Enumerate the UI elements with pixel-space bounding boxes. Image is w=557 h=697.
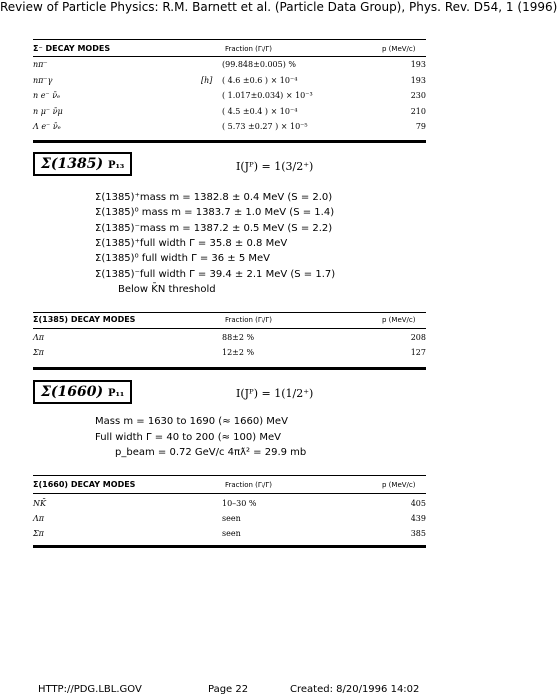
decay-mode: n μ⁻ ν̄μ	[33, 106, 63, 116]
decay-fraction: 88±2 %	[222, 333, 255, 342]
decay-mode: nπ⁻	[33, 60, 48, 69]
decay-momentum: 439	[410, 514, 426, 523]
sigma1660-name: Σ(1660)	[41, 384, 104, 400]
decay-momentum: 405	[410, 499, 426, 508]
p-column-header: p (MeV/c)	[382, 481, 416, 489]
decay-fraction: (99.848±0.005) %	[222, 60, 296, 69]
decay-note: [h]	[201, 75, 213, 85]
decay-mode: Σπ	[33, 348, 44, 357]
decay-momentum: 385	[410, 529, 426, 538]
footer-created: Created: 8/20/1996 14:02	[290, 684, 420, 695]
property-line: Σ(1385)⁰ full width Γ = 36 ± 5 MeV	[95, 253, 271, 265]
table-header-rule	[33, 328, 426, 329]
property-line: Σ(1385)⁰ mass m = 1383.7 ± 1.0 MeV (S = 1.4)	[95, 207, 335, 219]
table-header-rule	[33, 56, 426, 57]
decay-fraction: ( 4.6 ±0.6 ) × 10⁻⁴	[222, 75, 298, 85]
sigma1660-table-title: Σ(1660) DECAY MODES	[33, 480, 136, 489]
table-top-rule	[33, 312, 426, 313]
table-top-rule	[33, 475, 426, 476]
decay-fraction: seen	[222, 514, 241, 523]
p-column-header: p (MeV/c)	[382, 316, 416, 324]
property-line: Σ(1385)⁻full width Γ = 39.4 ± 2.1 MeV (S = 1.7)	[95, 268, 336, 280]
property-line: Mass m = 1630 to 1690 (≈ 1660) MeV	[95, 416, 288, 427]
decay-mode: n e⁻ ν̄ₑ	[33, 91, 61, 100]
property-line: Σ(1385)⁺mass m = 1382.8 ± 0.4 MeV (S = 2.0)	[95, 192, 333, 203]
section-rule	[33, 140, 426, 143]
decay-mode: Λ e⁻ ν̄ₑ	[33, 122, 61, 131]
decay-mode: NK̄	[33, 499, 46, 508]
p-column-header: p (MeV/c)	[382, 45, 416, 53]
table-top-rule	[33, 39, 426, 40]
decay-momentum: 210	[410, 106, 426, 116]
decay-mode: Λπ	[33, 514, 45, 523]
sigma1660-title-box	[33, 380, 132, 404]
sigma1385-title-box	[33, 152, 132, 176]
decay-mode: Λπ	[33, 333, 45, 342]
fraction-column-header: Fraction (Γᵢ/Γ)	[225, 316, 273, 324]
property-line: Below K̄N threshold	[118, 283, 216, 295]
decay-momentum: 79	[415, 122, 426, 131]
section-rule	[33, 367, 426, 370]
sigma1660-beam-info: p_beam = 0.72 GeV/c 4πƛ² = 29.9 mb	[115, 447, 307, 458]
decay-momentum: 230	[410, 91, 426, 100]
property-line: Σ(1385)⁻mass m = 1387.2 ± 0.5 MeV (S = 2.2)	[95, 222, 333, 234]
decay-momentum: 127	[410, 348, 426, 357]
sigma1385-wave: P₁₃	[108, 160, 125, 171]
decay-momentum: 208	[410, 333, 426, 342]
fraction-column-header: Fraction (Γᵢ/Γ)	[225, 481, 273, 489]
decay-momentum: 193	[410, 75, 426, 85]
footer-page: Page 22	[208, 684, 249, 695]
sigma1385-quantum-numbers: I(Jᴾ) = 1(3/2⁺)	[236, 160, 314, 173]
decay-mode: Σπ	[33, 529, 44, 538]
sigma1385-table-title: Σ(1385) DECAY MODES	[33, 315, 136, 324]
decay-fraction: 12±2 %	[222, 348, 255, 357]
sigma1385-name: Σ(1385)	[41, 156, 104, 172]
sigma1660-quantum-numbers: I(Jᴾ) = 1(1/2⁺)	[236, 387, 314, 400]
table-header-rule	[33, 493, 426, 494]
fraction-column-header: Fraction (Γᵢ/Γ)	[225, 45, 273, 53]
decay-mode: nπ⁻γ	[33, 75, 53, 85]
decay-fraction: ( 4.5 ±0.4 ) × 10⁻⁴	[222, 106, 298, 116]
property-line: Full width Γ = 40 to 200 (≈ 100) MeV	[95, 431, 281, 443]
decay-fraction: 10–30 %	[222, 499, 257, 508]
sigma1660-wave: P₁₁	[108, 388, 125, 399]
footer-url: HTTP://PDG.LBL.GOV	[38, 684, 142, 695]
decay-fraction: ( 1.017±0.034) × 10⁻³	[222, 91, 313, 100]
section-rule	[33, 545, 426, 548]
sigma-minus-table-title: Σ⁻ DECAY MODES	[33, 44, 111, 53]
decay-momentum: 193	[410, 60, 426, 69]
decay-fraction: seen	[222, 529, 241, 538]
decay-fraction: ( 5.73 ±0.27 ) × 10⁻⁵	[222, 122, 308, 131]
property-line: Σ(1385)⁺full width Γ = 35.8 ± 0.8 MeV	[95, 237, 288, 249]
citation-header: Review of Particle Physics: R.M. Barnett et al. (Particle Data Group), Phys. Rev. D54, 1 (1996)	[0, 0, 557, 14]
